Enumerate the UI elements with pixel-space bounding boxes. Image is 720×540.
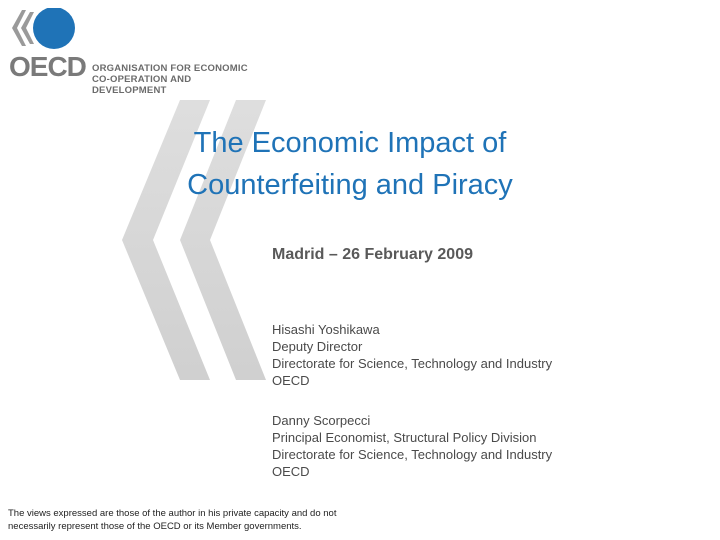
logo-wordmark: OECD bbox=[9, 51, 86, 80]
presenter-org: OECD bbox=[272, 464, 310, 479]
disclaimer-line-1: The views expressed are those of the author in his private capacity and do not bbox=[8, 508, 337, 519]
presenter-role: Principal Economist, Structural Policy Division bbox=[272, 430, 537, 445]
presenter-role: Deputy Director bbox=[272, 339, 363, 354]
event-date: Madrid – 26 February 2009 bbox=[272, 246, 473, 263]
presenter-directorate: Directorate for Science, Technology and Industry bbox=[272, 356, 553, 371]
org-line-1: ORGANISATION FOR ECONOMIC bbox=[92, 63, 248, 74]
presenter-directorate: Directorate for Science, Technology and Industry bbox=[272, 447, 553, 462]
logo-chevron-inner-icon bbox=[21, 12, 34, 44]
disclaimer-line-2: necessarily represent those of the OECD or its Member governments. bbox=[8, 521, 302, 532]
presenter-name: Hisashi Yoshikawa bbox=[272, 322, 380, 337]
oecd-logo bbox=[8, 8, 268, 96]
disclaimer bbox=[8, 507, 368, 533]
title-line-2: Counterfeiting and Piracy bbox=[187, 169, 513, 201]
logo-circle-icon bbox=[33, 8, 75, 49]
presenter-block bbox=[272, 412, 552, 480]
presenter-org: OECD bbox=[272, 373, 310, 388]
title-line-1: The Economic Impact of bbox=[193, 127, 507, 159]
org-line-2: CO-OPERATION AND DEVELOPMENT bbox=[92, 74, 192, 96]
logo-organisation-name bbox=[92, 63, 268, 96]
presenter-name: Danny Scorpecci bbox=[272, 413, 371, 428]
slide-title bbox=[120, 122, 580, 206]
presenter-block bbox=[272, 321, 552, 389]
